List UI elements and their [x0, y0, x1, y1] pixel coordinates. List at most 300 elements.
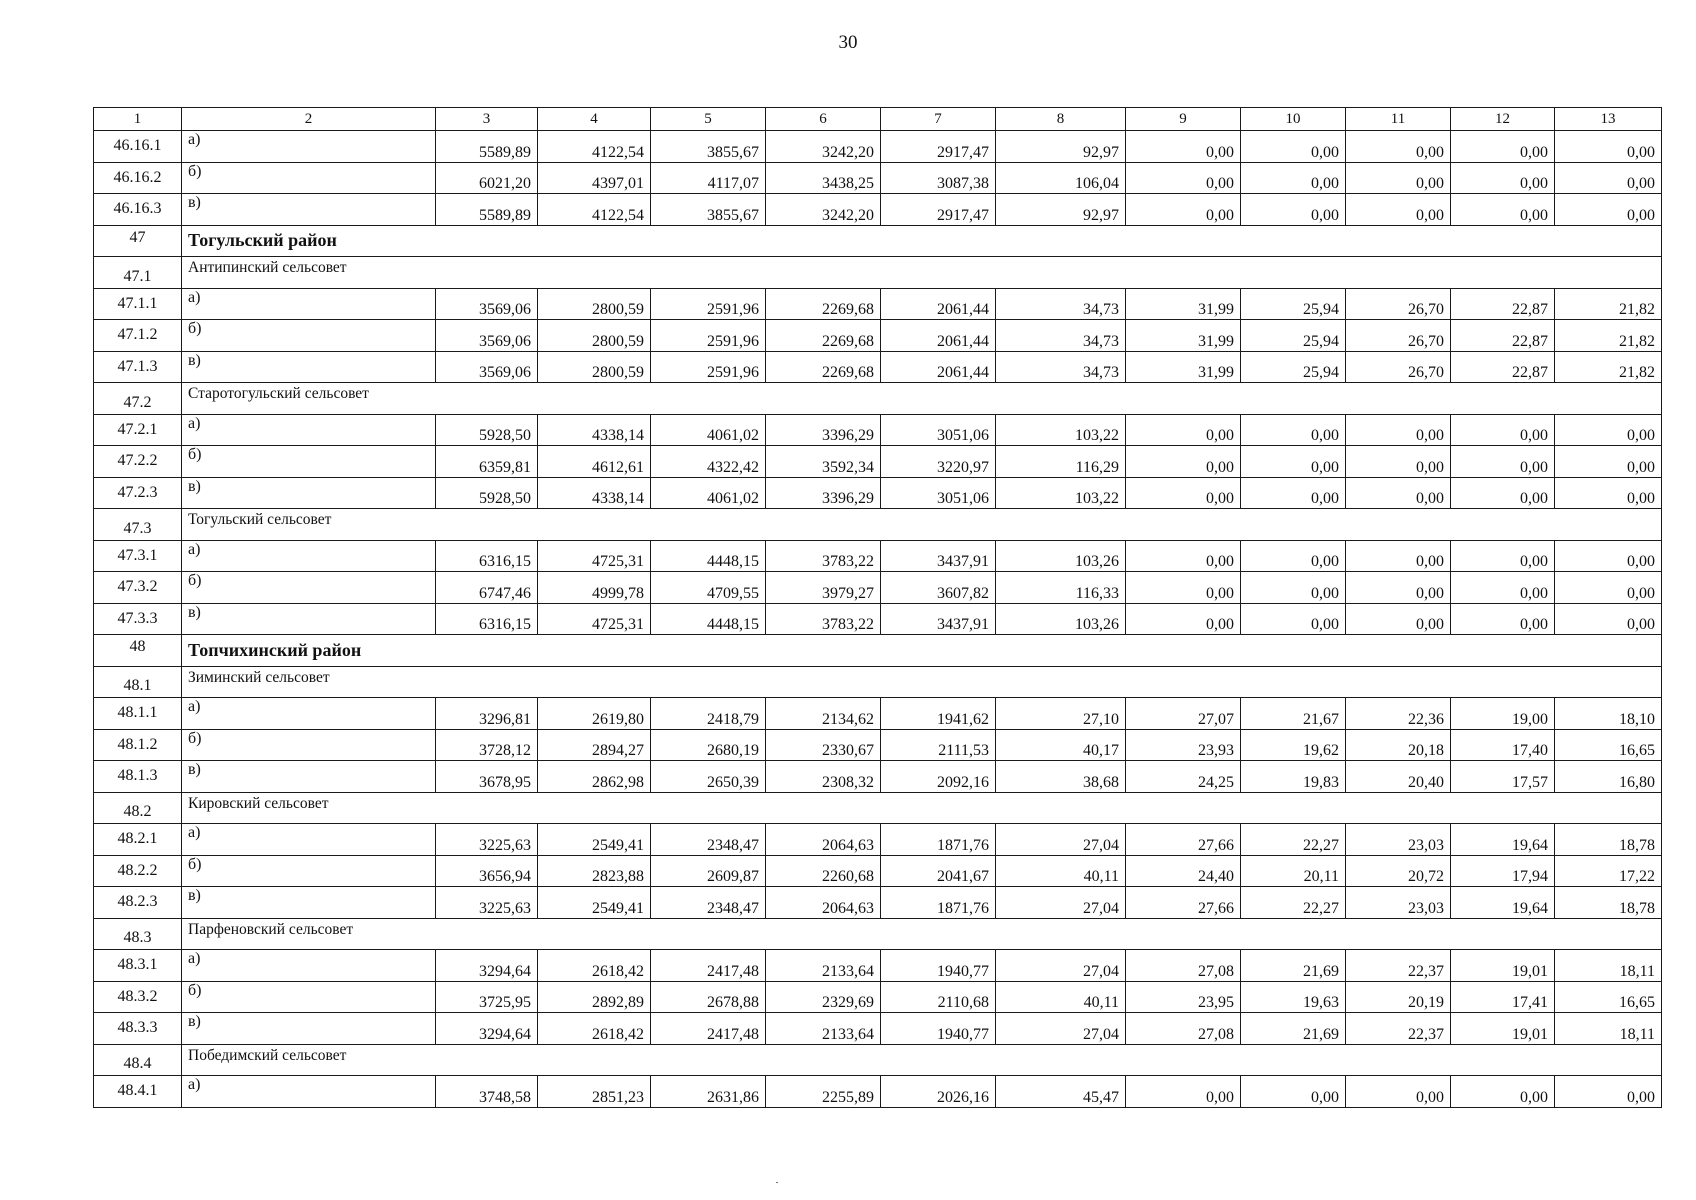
value-cell: 0,00 — [1241, 446, 1346, 478]
table-row — [94, 855, 1662, 887]
table-row — [94, 698, 1662, 730]
value-cell: 3592,34 — [766, 446, 881, 478]
row-label: б) — [182, 162, 436, 194]
value-cell: 2111,53 — [881, 729, 996, 761]
value-cell: 0,00 — [1451, 446, 1555, 478]
value-cell: 0,00 — [1451, 131, 1555, 163]
value-cell: 4612,61 — [538, 446, 651, 478]
value-cell: 0,00 — [1241, 162, 1346, 194]
value-cell: 26,70 — [1346, 288, 1451, 320]
value-cell: 0,00 — [1126, 477, 1241, 509]
table-row — [94, 1013, 1662, 1045]
value-cell: 4725,31 — [538, 603, 651, 635]
row-code: 48.2.2 — [94, 855, 182, 887]
district-row — [94, 635, 1662, 667]
table-row — [94, 162, 1662, 194]
value-cell: 2591,96 — [651, 288, 766, 320]
value-cell: 5589,89 — [436, 194, 538, 226]
value-cell: 2862,98 — [538, 761, 651, 793]
row-code: 48.2.1 — [94, 824, 182, 856]
value-cell: 19,83 — [1241, 761, 1346, 793]
value-cell: 0,00 — [1346, 414, 1451, 446]
value-cell: 31,99 — [1126, 320, 1241, 352]
value-cell: 27,08 — [1126, 950, 1241, 982]
value-cell: 31,99 — [1126, 288, 1241, 320]
council-title: Тогульский сельсовет — [182, 509, 1662, 541]
row-code: 47.3.1 — [94, 540, 182, 572]
value-cell: 20,11 — [1241, 855, 1346, 887]
row-code: 46.16.1 — [94, 131, 182, 163]
value-cell: 0,00 — [1346, 131, 1451, 163]
row-label: а) — [182, 540, 436, 572]
value-cell: 2823,88 — [538, 855, 651, 887]
row-code: 48.2.3 — [94, 887, 182, 919]
page-number: 30 — [838, 32, 858, 53]
value-cell: 4709,55 — [651, 572, 766, 604]
column-number-header: 13 — [1555, 108, 1662, 131]
value-cell: 21,67 — [1241, 698, 1346, 730]
value-cell: 20,19 — [1346, 981, 1451, 1013]
value-cell: 2549,41 — [538, 824, 651, 856]
council-title: Старотогульский сельсовет — [182, 383, 1662, 415]
value-cell: 0,00 — [1126, 446, 1241, 478]
table-row — [94, 887, 1662, 919]
council-row — [94, 666, 1662, 698]
value-cell: 0,00 — [1451, 572, 1555, 604]
column-number-header: 11 — [1346, 108, 1451, 131]
row-code: 46.16.3 — [94, 194, 182, 226]
value-cell: 0,00 — [1555, 477, 1662, 509]
value-cell: 3783,22 — [766, 603, 881, 635]
row-label: б) — [182, 981, 436, 1013]
table-row — [94, 950, 1662, 982]
row-code: 48.4 — [94, 1044, 182, 1076]
value-cell: 3438,25 — [766, 162, 881, 194]
value-cell: 0,00 — [1451, 162, 1555, 194]
value-cell: 5589,89 — [436, 131, 538, 163]
row-code: 48.2 — [94, 792, 182, 824]
row-code: 47.3 — [94, 509, 182, 541]
row-code: 48.1 — [94, 666, 182, 698]
value-cell: 3242,20 — [766, 131, 881, 163]
value-cell: 3396,29 — [766, 414, 881, 446]
value-cell: 17,40 — [1451, 729, 1555, 761]
value-cell: 3225,63 — [436, 887, 538, 919]
value-cell: 4338,14 — [538, 477, 651, 509]
value-cell: 31,99 — [1126, 351, 1241, 383]
value-cell: 3569,06 — [436, 288, 538, 320]
value-cell: 6747,46 — [436, 572, 538, 604]
value-cell: 20,18 — [1346, 729, 1451, 761]
row-label: а) — [182, 288, 436, 320]
value-cell: 23,93 — [1126, 729, 1241, 761]
value-cell: 4122,54 — [538, 131, 651, 163]
value-cell: 0,00 — [1241, 572, 1346, 604]
table-row — [94, 540, 1662, 572]
value-cell: 5928,50 — [436, 477, 538, 509]
value-cell: 6316,15 — [436, 540, 538, 572]
value-cell: 0,00 — [1346, 572, 1451, 604]
value-cell: 18,11 — [1555, 1013, 1662, 1045]
value-cell: 2418,79 — [651, 698, 766, 730]
value-cell: 1871,76 — [881, 824, 996, 856]
value-cell: 116,33 — [996, 572, 1126, 604]
table-row — [94, 1076, 1662, 1108]
value-cell: 20,40 — [1346, 761, 1451, 793]
value-cell: 0,00 — [1241, 1076, 1346, 1108]
value-cell: 4122,54 — [538, 194, 651, 226]
value-cell: 19,00 — [1451, 698, 1555, 730]
value-cell: 24,25 — [1126, 761, 1241, 793]
row-code: 47 — [94, 225, 182, 257]
value-cell: 0,00 — [1346, 446, 1451, 478]
value-cell: 0,00 — [1346, 1076, 1451, 1108]
value-cell: 0,00 — [1241, 603, 1346, 635]
value-cell: 17,57 — [1451, 761, 1555, 793]
value-cell: 27,04 — [996, 824, 1126, 856]
value-cell: 22,36 — [1346, 698, 1451, 730]
value-cell: 6316,15 — [436, 603, 538, 635]
value-cell: 0,00 — [1126, 414, 1241, 446]
value-cell: 106,04 — [996, 162, 1126, 194]
value-cell: 5928,50 — [436, 414, 538, 446]
value-cell: 4448,15 — [651, 603, 766, 635]
value-cell: 0,00 — [1451, 540, 1555, 572]
row-code: 48.3 — [94, 918, 182, 950]
value-cell: 2134,62 — [766, 698, 881, 730]
row-code: 46.16.2 — [94, 162, 182, 194]
column-number-header: 5 — [651, 108, 766, 131]
value-cell: 17,22 — [1555, 855, 1662, 887]
row-label: в) — [182, 477, 436, 509]
council-row — [94, 383, 1662, 415]
value-cell: 2618,42 — [538, 950, 651, 982]
value-cell: 2800,59 — [538, 351, 651, 383]
value-cell: 16,65 — [1555, 981, 1662, 1013]
value-cell: 2269,68 — [766, 351, 881, 383]
value-cell: 0,00 — [1126, 131, 1241, 163]
value-cell: 103,22 — [996, 477, 1126, 509]
value-cell: 19,63 — [1241, 981, 1346, 1013]
row-code: 47.1.3 — [94, 351, 182, 383]
value-cell: 4448,15 — [651, 540, 766, 572]
value-cell: 19,01 — [1451, 950, 1555, 982]
value-cell: 23,95 — [1126, 981, 1241, 1013]
value-cell: 25,94 — [1241, 288, 1346, 320]
value-cell: 3051,06 — [881, 414, 996, 446]
scan-dot — [776, 1182, 778, 1183]
value-cell: 19,64 — [1451, 887, 1555, 919]
table-row — [94, 351, 1662, 383]
table-row — [94, 131, 1662, 163]
value-cell: 0,00 — [1451, 194, 1555, 226]
row-label: в) — [182, 761, 436, 793]
table-row — [94, 477, 1662, 509]
row-code: 48.3.2 — [94, 981, 182, 1013]
column-number-header: 3 — [436, 108, 538, 131]
value-cell: 3569,06 — [436, 351, 538, 383]
value-cell: 3396,29 — [766, 477, 881, 509]
row-code: 48.3.1 — [94, 950, 182, 982]
value-cell: 23,03 — [1346, 887, 1451, 919]
value-cell: 92,97 — [996, 131, 1126, 163]
council-title: Зиминский сельсовет — [182, 666, 1662, 698]
value-cell: 34,73 — [996, 288, 1126, 320]
value-cell: 27,04 — [996, 950, 1126, 982]
row-label: а) — [182, 824, 436, 856]
row-code: 47.3.3 — [94, 603, 182, 635]
value-cell: 0,00 — [1555, 162, 1662, 194]
value-cell: 3051,06 — [881, 477, 996, 509]
value-cell: 2269,68 — [766, 320, 881, 352]
column-number-header: 2 — [182, 108, 436, 131]
value-cell: 0,00 — [1346, 194, 1451, 226]
value-cell: 0,00 — [1346, 540, 1451, 572]
value-cell: 0,00 — [1126, 603, 1241, 635]
row-code: 47.2.1 — [94, 414, 182, 446]
value-cell: 2330,67 — [766, 729, 881, 761]
value-cell: 2618,42 — [538, 1013, 651, 1045]
value-cell: 2417,48 — [651, 1013, 766, 1045]
row-label: а) — [182, 131, 436, 163]
value-cell: 2549,41 — [538, 887, 651, 919]
value-cell: 0,00 — [1346, 162, 1451, 194]
value-cell: 2061,44 — [881, 320, 996, 352]
value-cell: 0,00 — [1241, 194, 1346, 226]
column-number-header: 7 — [881, 108, 996, 131]
row-label: б) — [182, 320, 436, 352]
value-cell: 3979,27 — [766, 572, 881, 604]
value-cell: 1940,77 — [881, 950, 996, 982]
value-cell: 4061,02 — [651, 414, 766, 446]
value-cell: 2678,88 — [651, 981, 766, 1013]
council-row — [94, 257, 1662, 289]
value-cell: 3748,58 — [436, 1076, 538, 1108]
value-cell: 2026,16 — [881, 1076, 996, 1108]
value-cell: 2917,47 — [881, 194, 996, 226]
value-cell: 3607,82 — [881, 572, 996, 604]
row-label: б) — [182, 729, 436, 761]
value-cell: 40,11 — [996, 855, 1126, 887]
value-cell: 40,17 — [996, 729, 1126, 761]
value-cell: 2329,69 — [766, 981, 881, 1013]
row-code: 47.2.3 — [94, 477, 182, 509]
value-cell: 4322,42 — [651, 446, 766, 478]
table-row — [94, 981, 1662, 1013]
value-cell: 3728,12 — [436, 729, 538, 761]
value-cell: 3656,94 — [436, 855, 538, 887]
value-cell: 22,27 — [1241, 824, 1346, 856]
row-code: 47.1.1 — [94, 288, 182, 320]
column-number-header: 1 — [94, 108, 182, 131]
value-cell: 2591,96 — [651, 351, 766, 383]
value-cell: 0,00 — [1241, 477, 1346, 509]
value-cell: 16,80 — [1555, 761, 1662, 793]
value-cell: 2591,96 — [651, 320, 766, 352]
value-cell: 16,65 — [1555, 729, 1662, 761]
table-row — [94, 761, 1662, 793]
council-row — [94, 918, 1662, 950]
table-row — [94, 320, 1662, 352]
value-cell: 2255,89 — [766, 1076, 881, 1108]
value-cell: 116,29 — [996, 446, 1126, 478]
value-cell: 4397,01 — [538, 162, 651, 194]
council-row — [94, 1044, 1662, 1076]
value-cell: 0,00 — [1451, 477, 1555, 509]
value-cell: 17,41 — [1451, 981, 1555, 1013]
value-cell: 2133,64 — [766, 1013, 881, 1045]
value-cell: 0,00 — [1555, 572, 1662, 604]
value-cell: 1940,77 — [881, 1013, 996, 1045]
value-cell: 2892,89 — [538, 981, 651, 1013]
value-cell: 4338,14 — [538, 414, 651, 446]
value-cell: 6359,81 — [436, 446, 538, 478]
value-cell: 0,00 — [1451, 603, 1555, 635]
table-row — [94, 603, 1662, 635]
value-cell: 0,00 — [1555, 446, 1662, 478]
row-code: 48.1.1 — [94, 698, 182, 730]
row-code: 48 — [94, 635, 182, 667]
table-row — [94, 824, 1662, 856]
row-label: б) — [182, 855, 436, 887]
value-cell: 2092,16 — [881, 761, 996, 793]
value-cell: 27,66 — [1126, 824, 1241, 856]
value-cell: 21,69 — [1241, 950, 1346, 982]
column-number-header: 9 — [1126, 108, 1241, 131]
value-cell: 0,00 — [1555, 603, 1662, 635]
council-row — [94, 509, 1662, 541]
value-cell: 0,00 — [1346, 477, 1451, 509]
district-title: Тогульский район — [182, 225, 1662, 257]
value-cell: 2064,63 — [766, 887, 881, 919]
value-cell: 18,11 — [1555, 950, 1662, 982]
column-number-header-row — [94, 108, 1662, 131]
row-code: 47.2 — [94, 383, 182, 415]
value-cell: 40,11 — [996, 981, 1126, 1013]
row-label: в) — [182, 887, 436, 919]
value-cell: 2133,64 — [766, 950, 881, 982]
value-cell: 2061,44 — [881, 351, 996, 383]
value-cell: 2917,47 — [881, 131, 996, 163]
value-cell: 2650,39 — [651, 761, 766, 793]
value-cell: 0,00 — [1241, 540, 1346, 572]
value-cell: 27,08 — [1126, 1013, 1241, 1045]
table-row — [94, 414, 1662, 446]
value-cell: 103,22 — [996, 414, 1126, 446]
value-cell: 2041,67 — [881, 855, 996, 887]
value-cell: 22,87 — [1451, 288, 1555, 320]
value-cell: 34,73 — [996, 351, 1126, 383]
district-title: Топчихинский район — [182, 635, 1662, 667]
tariff-table — [93, 107, 1662, 1108]
table-row — [94, 572, 1662, 604]
value-cell: 1871,76 — [881, 887, 996, 919]
value-cell: 3437,91 — [881, 540, 996, 572]
row-code: 47.2.2 — [94, 446, 182, 478]
value-cell: 27,10 — [996, 698, 1126, 730]
value-cell: 45,47 — [996, 1076, 1126, 1108]
value-cell: 2269,68 — [766, 288, 881, 320]
table-row — [94, 446, 1662, 478]
value-cell: 1941,62 — [881, 698, 996, 730]
district-row — [94, 225, 1662, 257]
value-cell: 2609,87 — [651, 855, 766, 887]
value-cell: 22,27 — [1241, 887, 1346, 919]
value-cell: 2061,44 — [881, 288, 996, 320]
value-cell: 0,00 — [1126, 1076, 1241, 1108]
column-number-header: 12 — [1451, 108, 1555, 131]
value-cell: 2680,19 — [651, 729, 766, 761]
value-cell: 92,97 — [996, 194, 1126, 226]
value-cell: 20,72 — [1346, 855, 1451, 887]
council-title: Антипинский сельсовет — [182, 257, 1662, 289]
value-cell: 3294,64 — [436, 950, 538, 982]
value-cell: 4117,07 — [651, 162, 766, 194]
value-cell: 103,26 — [996, 540, 1126, 572]
row-label: б) — [182, 446, 436, 478]
council-title: Кировский сельсовет — [182, 792, 1662, 824]
value-cell: 4725,31 — [538, 540, 651, 572]
value-cell: 27,04 — [996, 1013, 1126, 1045]
value-cell: 0,00 — [1555, 194, 1662, 226]
row-label: а) — [182, 698, 436, 730]
value-cell: 3569,06 — [436, 320, 538, 352]
value-cell: 24,40 — [1126, 855, 1241, 887]
value-cell: 27,07 — [1126, 698, 1241, 730]
value-cell: 3225,63 — [436, 824, 538, 856]
value-cell: 3242,20 — [766, 194, 881, 226]
value-cell: 0,00 — [1241, 131, 1346, 163]
row-label: а) — [182, 414, 436, 446]
column-number-header: 4 — [538, 108, 651, 131]
council-title: Победимский сельсовет — [182, 1044, 1662, 1076]
value-cell: 0,00 — [1126, 162, 1241, 194]
value-cell: 2417,48 — [651, 950, 766, 982]
row-code: 47.3.2 — [94, 572, 182, 604]
value-cell: 22,87 — [1451, 320, 1555, 352]
row-code: 48.4.1 — [94, 1076, 182, 1108]
value-cell: 2110,68 — [881, 981, 996, 1013]
value-cell: 2064,63 — [766, 824, 881, 856]
value-cell: 17,94 — [1451, 855, 1555, 887]
value-cell: 3678,95 — [436, 761, 538, 793]
value-cell: 2308,32 — [766, 761, 881, 793]
column-number-header: 10 — [1241, 108, 1346, 131]
value-cell: 0,00 — [1346, 603, 1451, 635]
value-cell: 6021,20 — [436, 162, 538, 194]
council-title: Парфеновский сельсовет — [182, 918, 1662, 950]
value-cell: 3437,91 — [881, 603, 996, 635]
value-cell: 2619,80 — [538, 698, 651, 730]
value-cell: 0,00 — [1451, 1076, 1555, 1108]
row-code: 47.1 — [94, 257, 182, 289]
value-cell: 2800,59 — [538, 320, 651, 352]
value-cell: 26,70 — [1346, 320, 1451, 352]
value-cell: 22,37 — [1346, 950, 1451, 982]
table-row — [94, 729, 1662, 761]
column-number-header: 6 — [766, 108, 881, 131]
value-cell: 34,73 — [996, 320, 1126, 352]
value-cell: 2348,47 — [651, 824, 766, 856]
value-cell: 22,37 — [1346, 1013, 1451, 1045]
value-cell: 2631,86 — [651, 1076, 766, 1108]
row-label: в) — [182, 1013, 436, 1045]
value-cell: 2800,59 — [538, 288, 651, 320]
value-cell: 3783,22 — [766, 540, 881, 572]
value-cell: 21,69 — [1241, 1013, 1346, 1045]
value-cell: 3294,64 — [436, 1013, 538, 1045]
value-cell: 18,78 — [1555, 887, 1662, 919]
